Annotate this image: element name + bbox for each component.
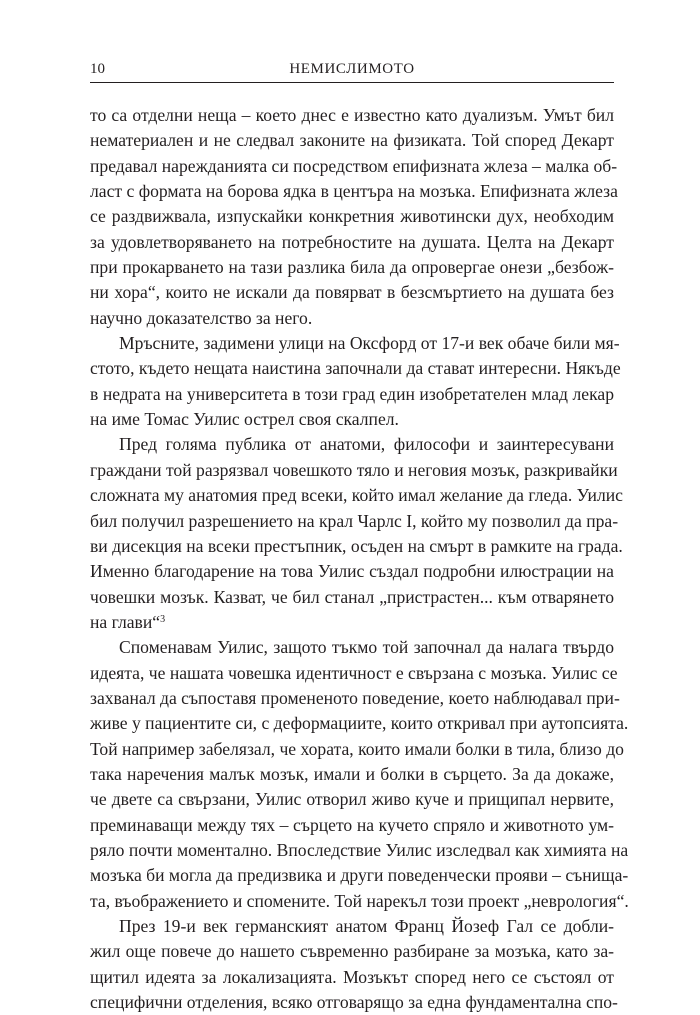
text-line: Именно благодарение на това Уилис създал подробни илюстрации на (90, 561, 614, 582)
text-line: научно доказателство за него. (90, 307, 313, 328)
text-line: граждани той разрязвал човешкото тяло и неговия мозък, разкривайки (90, 459, 618, 480)
text-line: захванал да съпоставя промененото поведение, което наблюдавал при- (90, 687, 620, 708)
text-line: човешки мозък. Казват, че бил станал „пристрастен... към отварянето (90, 586, 614, 607)
text-line: живе у пациентите си, с деформациите, които откривал при аутопсията. (90, 713, 629, 734)
body-text (90, 103, 629, 1015)
paragraph-first-line: Мръсните, задимени улици на Оксфорд от 17-и век обаче били мя- (119, 333, 620, 354)
text-line: мозъка би могла да предизвика и други поведенчески прояви – сънища- (90, 865, 629, 886)
text-line: специфични отделения, всяко отговарящо за една фундаментална спо- (90, 992, 618, 1013)
paragraph-first-line: Пред голяма публика от анатоми, философи и заинтересувани (119, 434, 614, 455)
text-line: нематериален и не следвал законите на физиката. Той според Декарт (90, 130, 614, 151)
page-number: 10 (90, 61, 105, 77)
text-line: сложната му анатомия пред всеки, който имал желание да гледа. Уилис (90, 485, 623, 506)
text-line: та, въображението и спомените. Той нарекъл този проект „неврология“. (90, 890, 629, 911)
text-line: стото, където нещата наистина започнали да стават интересни. Някъде (90, 358, 621, 379)
text-line: на име Томас Уилис острел своя скалпел. (90, 409, 399, 430)
text-line: ви дисекция на всеки престъпник, осъден на смърт в рамките на града. (90, 535, 623, 556)
text-line: че двете са свързани, Уилис отворил живо куче и прищипал нервите, (90, 789, 614, 810)
text-line (90, 610, 614, 635)
header-rule (90, 82, 614, 83)
text-line: идеята, че нашата човешка идентичност е свързана с мозъка. Уилис се (90, 662, 618, 683)
text-line: преминаващи между тях – сърцето на кучето спряло и животното ум- (90, 814, 614, 835)
text-line: при прокарването на тази разлика била да опровергае онези „безбож- (90, 257, 614, 278)
text-line: за удовлетворяването на потребностите на душата. Целта на Декарт (90, 231, 614, 252)
text-line: то са отделни неща – което днес е известно като дуализъм. Умът бил (90, 105, 614, 125)
text-line: бил получил разрешението на крал Чарлс I, който му позволил да пра- (90, 510, 619, 531)
running-title: НЕМИСЛИМОТО (289, 61, 415, 77)
text-line: ни хора“, които не искали да повярват в безсмъртието на душата без (90, 282, 614, 303)
line-text: на глави“ (90, 611, 161, 632)
text-line: така наречения малък мозък, имали и болки в сърцето. За да докаже, (90, 763, 614, 784)
text-line: ласт с формата на борова ядка в центъра на мозъка. Епифизната жлеза (90, 181, 618, 202)
footnote-marker[interactable]: 3 (160, 613, 166, 625)
paragraph-first-line: През 19-и век германският анатом Франц Йозеф Гал се добли- (119, 916, 614, 936)
text-line: ряло почти моментално. Впоследствие Уилис изследвал как химията на (90, 839, 629, 860)
text-line: предавал нарежданията си посредством епифизната жлеза – малка об- (90, 155, 618, 176)
text-line: щитил идеята за локализацията. Мозъкът според него се състоял от (90, 966, 614, 987)
text-line: жил още повече до нашето съвременно разбиране за мозъка, като за- (90, 941, 614, 962)
text-line: в недрата на университета в този град един изобретателен млад лекар (90, 383, 614, 404)
text-line: Той например забелязал, че хората, които имали болки в тила, близо до (90, 738, 624, 759)
running-head (90, 60, 614, 82)
text-line: се раздвижвала, изпускайки конкретния животински дух, необходим (90, 206, 614, 227)
paragraph-first-line: Споменавам Уилис, защото тъкмо той започнал да налага твърдо (119, 637, 614, 658)
